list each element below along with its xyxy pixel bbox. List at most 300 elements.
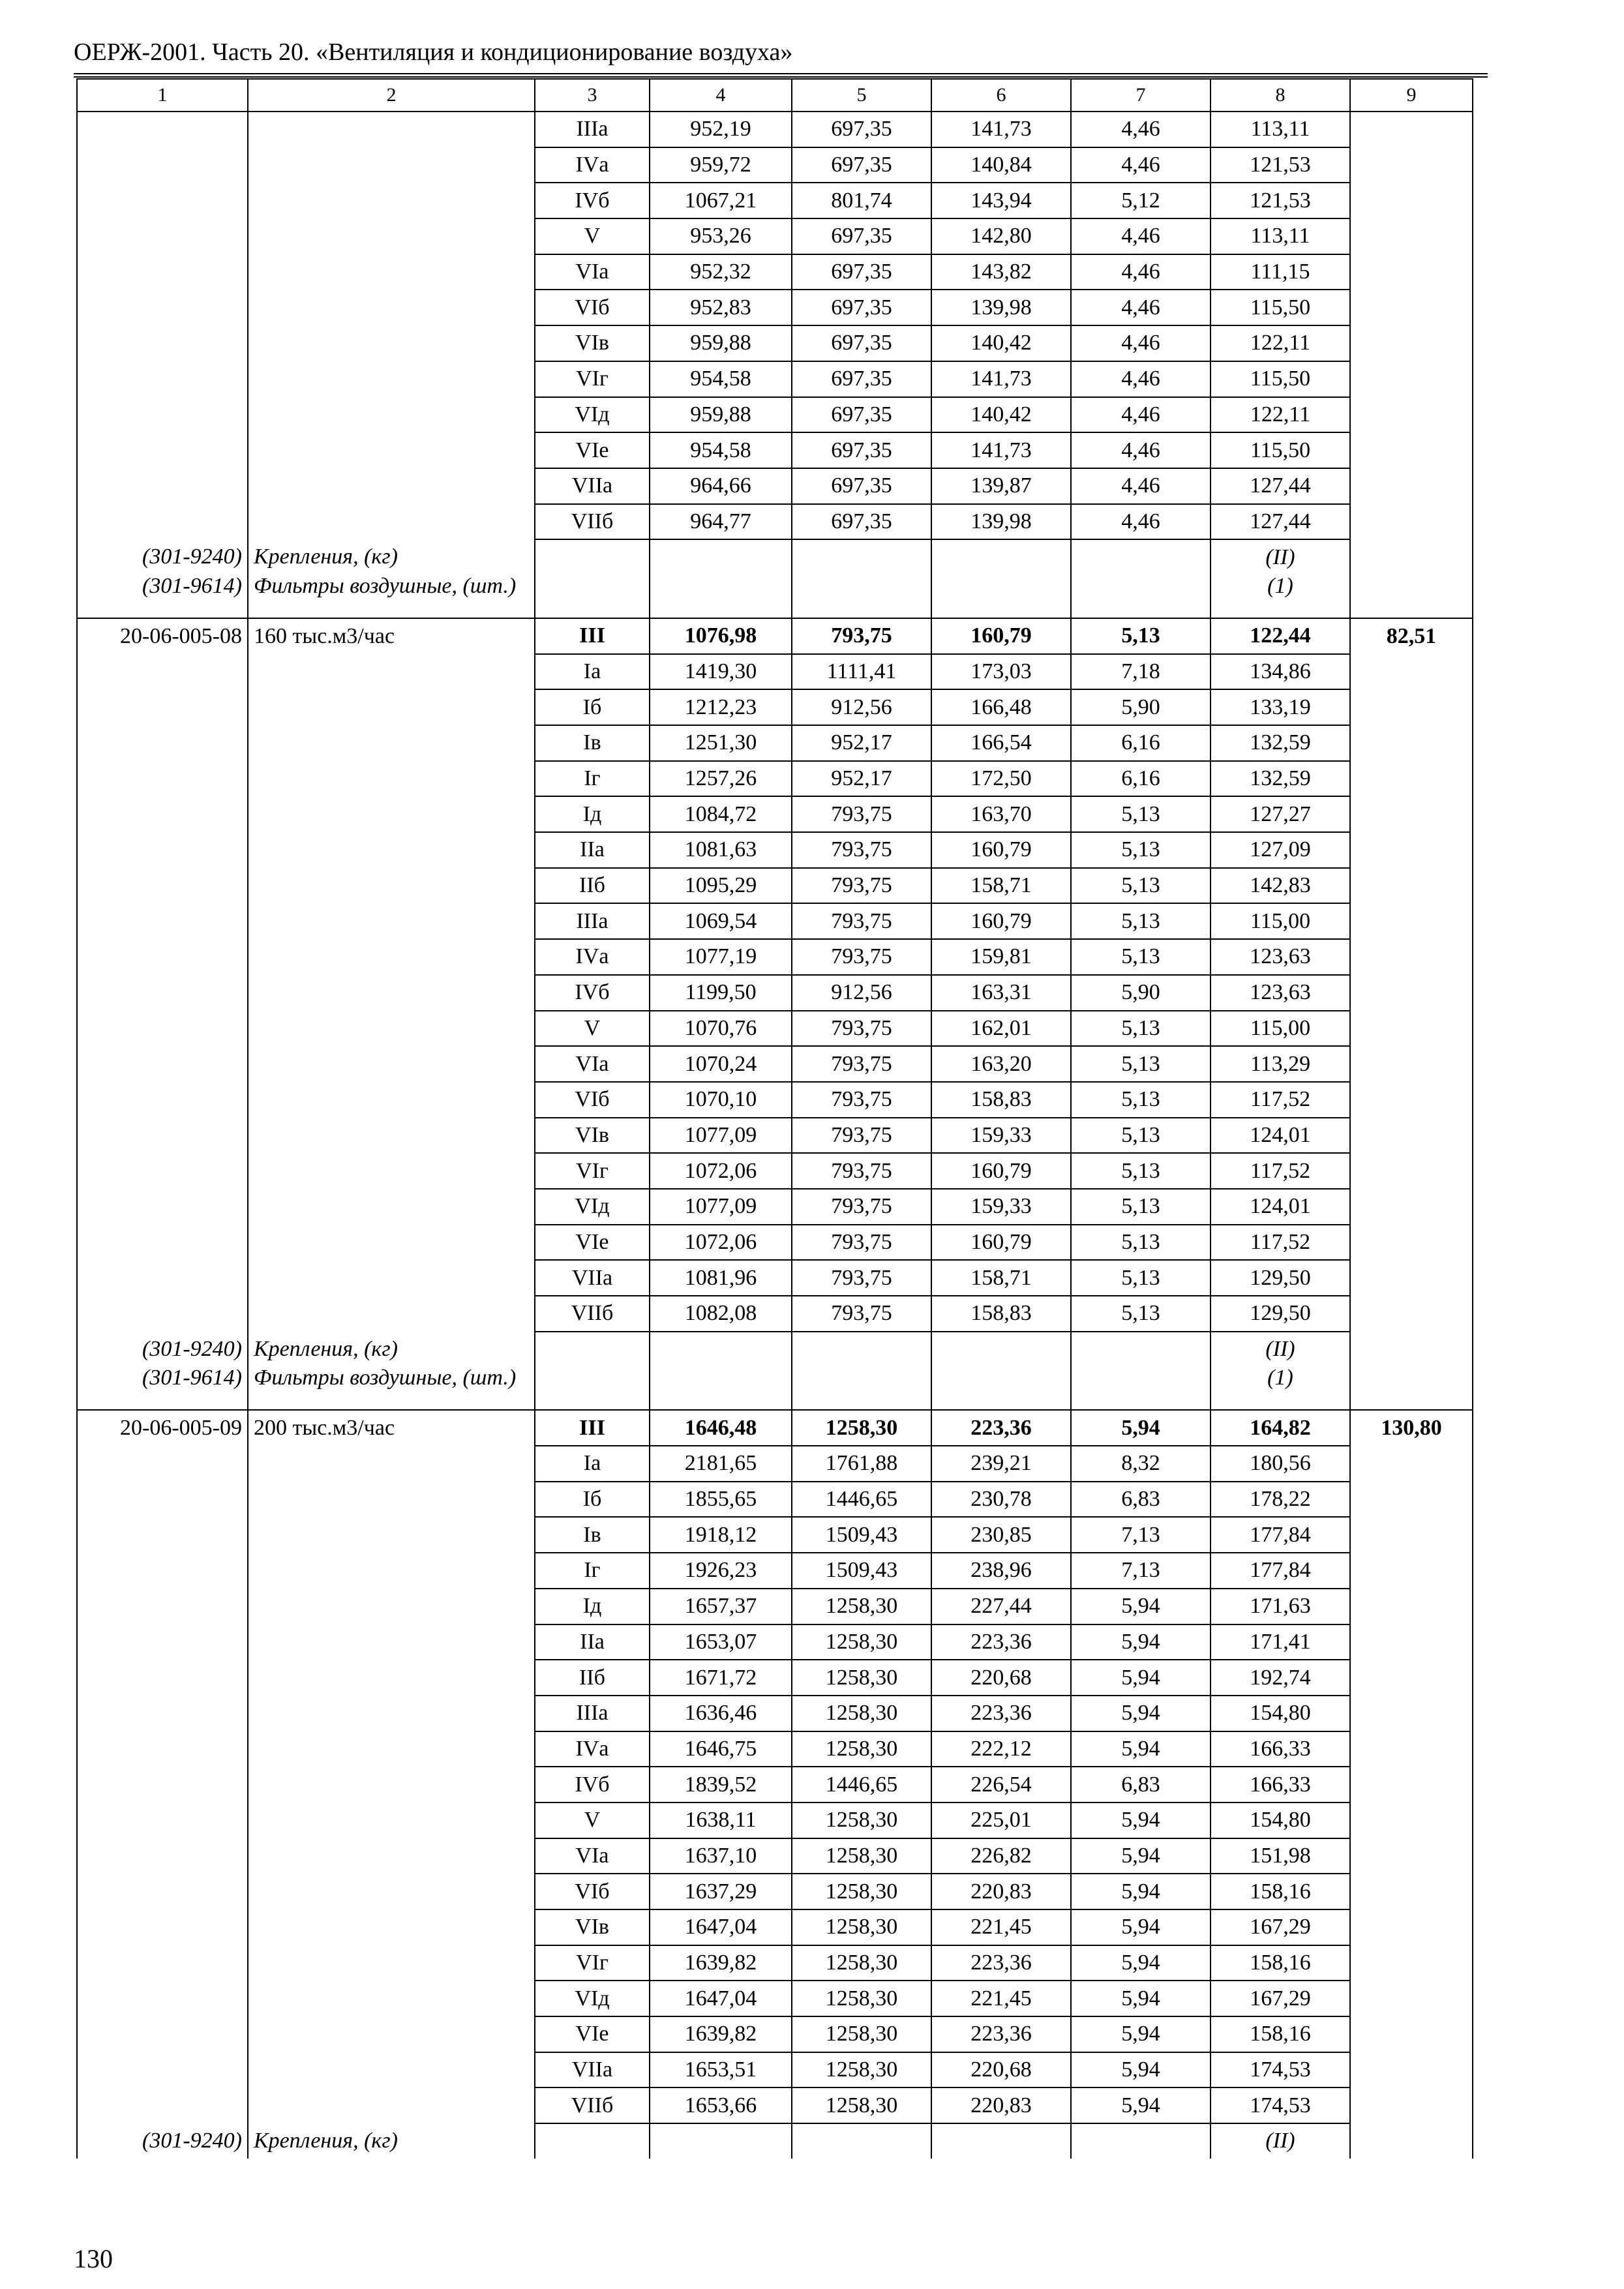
table-cell-c8: 115,50	[1210, 361, 1350, 397]
table-cell-c3: VIв	[535, 1909, 650, 1945]
table-cell-c9	[1350, 939, 1473, 975]
table-cell-c3: V	[535, 1803, 650, 1838]
table-cell-c2	[248, 290, 535, 325]
table-cell-c5: 697,35	[792, 397, 931, 433]
table-row	[77, 725, 1473, 761]
table-cell-c2	[248, 1767, 535, 1803]
table-row	[77, 1260, 1473, 1296]
table-cell-c9	[1350, 1731, 1473, 1767]
table-cell-c2	[248, 254, 535, 290]
table-cell-c4: 1653,51	[650, 2052, 792, 2088]
table-cell-c3: VIб	[535, 290, 650, 325]
table-row	[77, 1874, 1473, 1909]
table-cell-c5	[792, 1332, 931, 1367]
table-cell-c1	[77, 903, 248, 939]
table-cell-c4: 1653,66	[650, 2087, 792, 2123]
table-row	[77, 1731, 1473, 1767]
table-cell-c1	[77, 1945, 248, 1981]
table-cell-c5: 793,75	[792, 1118, 931, 1154]
table-cell-c2: Крепления, (кг)	[248, 2123, 535, 2159]
table-cell-c1	[77, 1767, 248, 1803]
table-row	[77, 575, 1473, 618]
table-cell-c3: VIIб	[535, 2087, 650, 2123]
table-row	[77, 2052, 1473, 2088]
table-cell-c3: Iд	[535, 1589, 650, 1624]
table-cell-c4: 964,66	[650, 468, 792, 504]
table-cell-c6: 139,98	[931, 504, 1071, 540]
table-cell-c5: 793,75	[792, 1260, 931, 1296]
table-row	[77, 1332, 1473, 1367]
table-cell-c8: 166,33	[1210, 1767, 1350, 1803]
table-row	[77, 1296, 1473, 1332]
table-cell-c3: IIIа	[535, 1696, 650, 1731]
table-cell-c5: 952,17	[792, 725, 931, 761]
table-cell-c8: 166,33	[1210, 1731, 1350, 1767]
table-cell-c5: 1258,30	[792, 1909, 931, 1945]
table-cell-c7: 5,94	[1071, 1803, 1210, 1838]
table-cell-c7: 5,12	[1071, 183, 1210, 218]
table-cell-c3: IIа	[535, 832, 650, 868]
table-row	[77, 468, 1473, 504]
table-cell-c5: 697,35	[792, 361, 931, 397]
table-cell-c7: 4,46	[1071, 147, 1210, 183]
table-cell-c7: 4,46	[1071, 432, 1210, 468]
table-row	[77, 1153, 1473, 1189]
table-cell-c6: 223,36	[931, 1945, 1071, 1981]
table-cell-c7: 4,46	[1071, 361, 1210, 397]
table-cell-c4: 954,58	[650, 361, 792, 397]
table-row	[77, 1366, 1473, 1410]
table-cell-c1	[77, 725, 248, 761]
table-cell-c9	[1350, 504, 1473, 540]
table-cell-c5: 793,75	[792, 868, 931, 904]
table-row	[77, 1189, 1473, 1225]
table-cell-c5: 1258,30	[792, 1731, 931, 1767]
table-cell-c8: 132,59	[1210, 761, 1350, 797]
table-cell-c3: VIв	[535, 1118, 650, 1154]
table-cell-c7: 5,13	[1071, 1046, 1210, 1082]
table-cell-c6: 140,42	[931, 397, 1071, 433]
table-cell-c9	[1350, 725, 1473, 761]
table-cell-c4: 1636,46	[650, 1696, 792, 1731]
table-cell-c9	[1350, 1482, 1473, 1518]
table-cell-c6: 223,36	[931, 2016, 1071, 2052]
table-cell-c8: 124,01	[1210, 1189, 1350, 1225]
table-cell-c9	[1350, 147, 1473, 183]
table-cell-c8: (1)	[1210, 1366, 1350, 1410]
table-cell-c6: 227,44	[931, 1589, 1071, 1624]
table-cell-c8: 154,80	[1210, 1803, 1350, 1838]
table-cell-c3: VIг	[535, 1153, 650, 1189]
table-cell-c7: 6,83	[1071, 1482, 1210, 1518]
table-cell-c2	[248, 1589, 535, 1624]
table-cell-c6: 159,81	[931, 939, 1071, 975]
table-cell-c2	[248, 218, 535, 254]
table-cell-c1	[77, 868, 248, 904]
table-cell-c8: 129,50	[1210, 1296, 1350, 1332]
table-cell-c1	[77, 112, 248, 147]
table-cell-c2	[248, 1624, 535, 1660]
table-cell-c1: (301-9240)	[77, 539, 248, 575]
table-cell-c1	[77, 432, 248, 468]
table-cell-c3: Iа	[535, 654, 650, 690]
table-cell-c8: 115,50	[1210, 290, 1350, 325]
table-cell-c9	[1350, 1153, 1473, 1189]
table-cell-c1: (301-9240)	[77, 1332, 248, 1367]
table-cell-c9: 82,51	[1350, 618, 1473, 654]
table-cell-c6: 221,45	[931, 1981, 1071, 2016]
table-cell-c4: 1067,21	[650, 183, 792, 218]
table-cell-c2	[248, 183, 535, 218]
table-row	[77, 1011, 1473, 1047]
table-cell-c5: 1258,30	[792, 1874, 931, 1909]
table-cell-c7: 5,90	[1071, 689, 1210, 725]
table-cell-c7: 5,90	[1071, 975, 1210, 1011]
table-cell-c1	[77, 183, 248, 218]
table-cell-c5: 912,56	[792, 975, 931, 1011]
table-cell-c5	[792, 575, 931, 618]
table-cell-c7: 5,13	[1071, 1296, 1210, 1332]
table-row	[77, 832, 1473, 868]
table-cell-c7: 4,46	[1071, 218, 1210, 254]
table-cell-c3: IIIа	[535, 112, 650, 147]
table-cell-c6: 142,80	[931, 218, 1071, 254]
table-cell-c5	[792, 1366, 931, 1410]
table-row	[77, 868, 1473, 904]
table-cell-c3: Iг	[535, 761, 650, 797]
table-cell-c9	[1350, 1189, 1473, 1225]
table-cell-c1	[77, 654, 248, 690]
table-cell-c9	[1350, 1624, 1473, 1660]
table-cell-c2	[248, 432, 535, 468]
table-cell-c3: VIе	[535, 2016, 650, 2052]
table-cell-c2	[248, 1296, 535, 1332]
table-cell-c1	[77, 689, 248, 725]
table-cell-c2	[248, 2052, 535, 2088]
table-row	[77, 796, 1473, 832]
table-cell-c7: 5,13	[1071, 1225, 1210, 1261]
table-cell-c2	[248, 975, 535, 1011]
table-cell-c2	[248, 1981, 535, 2016]
table-cell-c1	[77, 2016, 248, 2052]
table-cell-c8: 177,84	[1210, 1517, 1350, 1553]
table-cell-c6: 139,87	[931, 468, 1071, 504]
table-cell-c1	[77, 1118, 248, 1154]
table-cell-c7: 5,94	[1071, 1589, 1210, 1624]
column-number-row	[77, 79, 1473, 112]
table-cell-c5: 801,74	[792, 183, 931, 218]
table-cell-c4: 1647,04	[650, 1981, 792, 2016]
table-cell-c3: V	[535, 1011, 650, 1047]
table-cell-c8: 113,29	[1210, 1046, 1350, 1082]
column-header: 9	[1350, 79, 1473, 112]
table-cell-c6	[931, 575, 1071, 618]
table-cell-c3: Iб	[535, 1482, 650, 1518]
table-cell-c9	[1350, 654, 1473, 690]
table-cell-c2	[248, 1945, 535, 1981]
table-cell-c5: 697,35	[792, 468, 931, 504]
table-cell-c5: 1258,30	[792, 1696, 931, 1731]
table-cell-c6: 225,01	[931, 1803, 1071, 1838]
table-cell-c7: 5,13	[1071, 903, 1210, 939]
table-cell-c8: 123,63	[1210, 939, 1350, 975]
table-cell-c7: 7,18	[1071, 654, 1210, 690]
table-cell-c9	[1350, 2052, 1473, 2088]
table-cell-c7: 5,13	[1071, 796, 1210, 832]
table-row	[77, 975, 1473, 1011]
table-cell-c6	[931, 1366, 1071, 1410]
table-cell-c1	[77, 1260, 248, 1296]
table-cell-c8: 113,11	[1210, 218, 1350, 254]
table-cell-c5: 1258,30	[792, 1660, 931, 1696]
table-cell-c6: 223,36	[931, 1410, 1071, 1446]
table-cell-c9	[1350, 1660, 1473, 1696]
table-cell-c2	[248, 325, 535, 361]
table-cell-c1	[77, 1482, 248, 1518]
table-cell-c9	[1350, 796, 1473, 832]
table-row	[77, 1482, 1473, 1518]
table-cell-c6: 226,54	[931, 1767, 1071, 1803]
table-cell-c2	[248, 1118, 535, 1154]
table-cell-c3: VIд	[535, 1189, 650, 1225]
table-cell-c8: 122,11	[1210, 397, 1350, 433]
table-cell-c8: 134,86	[1210, 654, 1350, 690]
table-cell-c9	[1350, 1589, 1473, 1624]
table-cell-c9	[1350, 183, 1473, 218]
table-cell-c1	[77, 1553, 248, 1589]
table-cell-c5: 1446,65	[792, 1482, 931, 1518]
table-cell-c3: VIе	[535, 432, 650, 468]
table-row	[77, 325, 1473, 361]
column-header: 8	[1210, 79, 1350, 112]
table-row	[77, 1553, 1473, 1589]
table-row	[77, 939, 1473, 975]
table-cell-c5: 1258,30	[792, 1410, 931, 1446]
table-row	[77, 397, 1473, 433]
table-cell-c1	[77, 290, 248, 325]
table-cell-c3	[535, 539, 650, 575]
table-cell-c7: 5,13	[1071, 618, 1210, 654]
table-cell-c1: 20-06-005-09	[77, 1410, 248, 1446]
table-row	[77, 504, 1473, 540]
table-cell-c4: 1081,63	[650, 832, 792, 868]
table-cell-c6: 159,33	[931, 1189, 1071, 1225]
table-cell-c5: 1446,65	[792, 1767, 931, 1803]
table-cell-c2	[248, 1260, 535, 1296]
table-cell-c5: 697,35	[792, 147, 931, 183]
table-cell-c3: VIIб	[535, 1296, 650, 1332]
table-cell-c3: VIд	[535, 397, 650, 433]
table-cell-c1	[77, 254, 248, 290]
table-cell-c8: 127,27	[1210, 796, 1350, 832]
table-cell-c1	[77, 1696, 248, 1731]
table-cell-c2	[248, 1082, 535, 1118]
table-cell-c4: 1076,98	[650, 618, 792, 654]
table-cell-c2	[248, 1553, 535, 1589]
table-row	[77, 689, 1473, 725]
table-cell-c7	[1071, 539, 1210, 575]
table-cell-c1	[77, 1874, 248, 1909]
table-row	[77, 618, 1473, 654]
table-cell-c4	[650, 2123, 792, 2159]
table-cell-c7: 4,46	[1071, 325, 1210, 361]
price-table	[76, 78, 1473, 2159]
column-header: 1	[77, 79, 248, 112]
table-cell-c6: 159,33	[931, 1118, 1071, 1154]
table-cell-c9	[1350, 1874, 1473, 1909]
table-cell-c4: 1653,07	[650, 1624, 792, 1660]
table-cell-c3: VIб	[535, 1874, 650, 1909]
table-cell-c8: 123,63	[1210, 975, 1350, 1011]
table-cell-c3: VIIа	[535, 1260, 650, 1296]
table-cell-c6: 172,50	[931, 761, 1071, 797]
table-cell-c2	[248, 1803, 535, 1838]
table-row	[77, 2016, 1473, 2052]
table-cell-c3: Iв	[535, 1517, 650, 1553]
table-cell-c6: 141,73	[931, 432, 1071, 468]
table-cell-c6: 222,12	[931, 1731, 1071, 1767]
table-cell-c5: 1761,88	[792, 1446, 931, 1482]
table-row	[77, 1225, 1473, 1261]
table-cell-c3: Iд	[535, 796, 650, 832]
table-cell-c8: 167,29	[1210, 1909, 1350, 1945]
table-cell-c3: IIа	[535, 1624, 650, 1660]
table-cell-c4: 1926,23	[650, 1553, 792, 1589]
table-cell-c6: 230,78	[931, 1482, 1071, 1518]
table-cell-c1	[77, 1011, 248, 1047]
table-cell-c5	[792, 2123, 931, 2159]
table-cell-c1	[77, 1296, 248, 1332]
table-cell-c5	[792, 539, 931, 575]
table-row	[77, 147, 1473, 183]
table-cell-c8: 171,41	[1210, 1624, 1350, 1660]
table-cell-c8: 158,16	[1210, 1874, 1350, 1909]
table-cell-c9	[1350, 1767, 1473, 1803]
table-cell-c7: 6,16	[1071, 761, 1210, 797]
table-cell-c7: 5,94	[1071, 1696, 1210, 1731]
table-cell-c4: 1072,06	[650, 1153, 792, 1189]
table-cell-c1	[77, 1046, 248, 1082]
table-cell-c3: IVб	[535, 975, 650, 1011]
table-row	[77, 1696, 1473, 1731]
table-cell-c8: (II)	[1210, 539, 1350, 575]
table-cell-c5: 1258,30	[792, 1981, 931, 2016]
table-cell-c2	[248, 654, 535, 690]
table-cell-c1: (301-9614)	[77, 1366, 248, 1410]
table-cell-c4: 1671,72	[650, 1660, 792, 1696]
table-cell-c1: 20-06-005-08	[77, 618, 248, 654]
table-cell-c1: (301-9240)	[77, 2123, 248, 2159]
table-cell-c4	[650, 575, 792, 618]
table-cell-c9	[1350, 1803, 1473, 1838]
table-cell-c3: VIIа	[535, 2052, 650, 2088]
table-cell-c2	[248, 939, 535, 975]
table-cell-c7: 8,32	[1071, 1446, 1210, 1482]
table-row	[77, 290, 1473, 325]
table-cell-c6	[931, 1332, 1071, 1367]
table-cell-c9	[1350, 1838, 1473, 1874]
table-cell-c1	[77, 1731, 248, 1767]
table-row	[77, 654, 1473, 690]
table-row	[77, 1981, 1473, 2016]
table-cell-c9	[1350, 1945, 1473, 1981]
table-cell-c2	[248, 796, 535, 832]
column-header: 6	[931, 79, 1071, 112]
table-cell-c6: 140,84	[931, 147, 1071, 183]
table-row	[77, 2123, 1473, 2159]
table-cell-c3: VIIа	[535, 468, 650, 504]
table-cell-c9	[1350, 539, 1473, 575]
table-cell-c1	[77, 1838, 248, 1874]
table-cell-c5: 793,75	[792, 1082, 931, 1118]
table-cell-c8: 174,53	[1210, 2087, 1350, 2123]
table-cell-c3: IVа	[535, 1731, 650, 1767]
table-cell-c3: VIе	[535, 1225, 650, 1261]
table-cell-c8: 127,09	[1210, 832, 1350, 868]
table-cell-c3	[535, 1366, 650, 1410]
table-cell-c7: 5,13	[1071, 1011, 1210, 1047]
table-row	[77, 1118, 1473, 1154]
table-row	[77, 218, 1473, 254]
table-cell-c2: Фильтры воздушные, (шт.)	[248, 575, 535, 618]
table-cell-c9	[1350, 1046, 1473, 1082]
table-cell-c4: 1084,72	[650, 796, 792, 832]
table-cell-c5: 697,35	[792, 504, 931, 540]
table-cell-c2	[248, 2087, 535, 2123]
table-cell-c7	[1071, 575, 1210, 618]
table-cell-c8: 122,11	[1210, 325, 1350, 361]
table-cell-c9	[1350, 575, 1473, 618]
table-cell-c3: V	[535, 218, 650, 254]
table-cell-c2	[248, 1874, 535, 1909]
table-row	[77, 1624, 1473, 1660]
table-cell-c6: 158,83	[931, 1082, 1071, 1118]
table-cell-c7: 4,46	[1071, 504, 1210, 540]
table-cell-c5: 697,35	[792, 112, 931, 147]
table-cell-c8: 132,59	[1210, 725, 1350, 761]
table-cell-c9	[1350, 2087, 1473, 2123]
table-cell-c8: 164,82	[1210, 1410, 1350, 1446]
table-cell-c5: 793,75	[792, 1225, 931, 1261]
table-cell-c8: 180,56	[1210, 1446, 1350, 1482]
table-cell-c1	[77, 1909, 248, 1945]
table-cell-c6: 220,68	[931, 2052, 1071, 2088]
table-cell-c8: (II)	[1210, 2123, 1350, 2159]
table-cell-c4: 1077,19	[650, 939, 792, 975]
table-cell-c4: 1639,82	[650, 2016, 792, 2052]
table-cell-c7: 6,83	[1071, 1767, 1210, 1803]
table-cell-c1	[77, 1153, 248, 1189]
table-cell-c5: 1111,41	[792, 654, 931, 690]
table-cell-c6: 163,31	[931, 975, 1071, 1011]
table-cell-c8: 113,11	[1210, 112, 1350, 147]
table-cell-c4: 952,32	[650, 254, 792, 290]
table-cell-c2	[248, 361, 535, 397]
table-cell-c5: 793,75	[792, 903, 931, 939]
table-cell-c5: 793,75	[792, 1011, 931, 1047]
table-cell-c2: Фильтры воздушные, (шт.)	[248, 1366, 535, 1410]
table-cell-c9	[1350, 1332, 1473, 1367]
table-row	[77, 1589, 1473, 1624]
table-cell-c7: 5,13	[1071, 868, 1210, 904]
table-cell-c3: VIг	[535, 1945, 650, 1981]
table-cell-c4: 2181,65	[650, 1446, 792, 1482]
table-row	[77, 1909, 1473, 1945]
table-cell-c4: 1637,29	[650, 1874, 792, 1909]
table-cell-c9	[1350, 1366, 1473, 1410]
table-cell-c9: 130,80	[1350, 1410, 1473, 1446]
table-cell-c6	[931, 2123, 1071, 2159]
